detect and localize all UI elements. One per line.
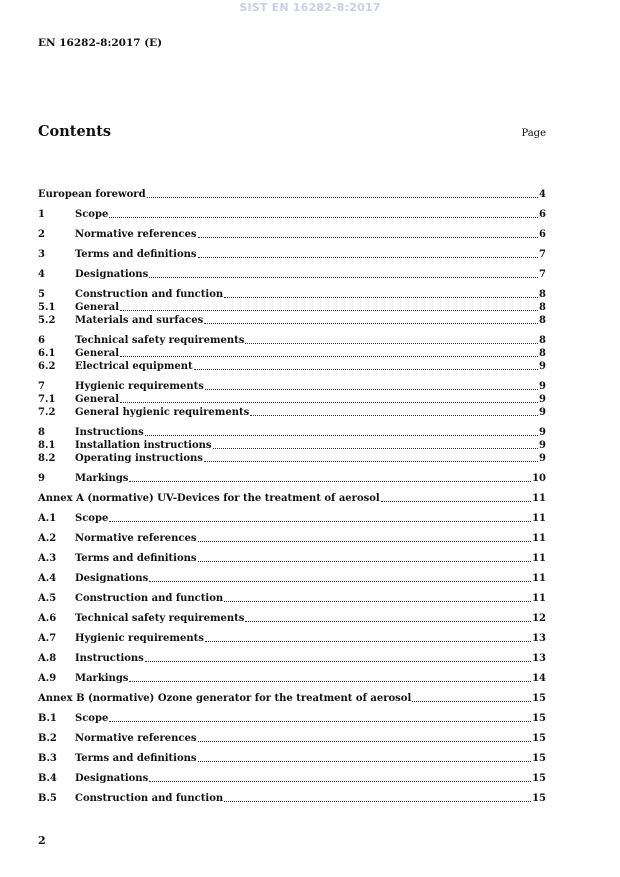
toc-dot-leader [198,541,532,542]
toc-entry-number: 7.1 [38,394,56,405]
toc-entry[interactable] [38,632,546,645]
toc-entry[interactable] [38,612,546,625]
toc-entry[interactable] [38,314,546,327]
toc-entry-page: 8 [539,348,546,359]
toc-entry-page: 6 [539,209,546,220]
toc-entry-page: 15 [532,753,546,764]
toc-entry-title: Scope [75,713,109,724]
toc-entry[interactable] [38,752,546,765]
toc-entry-title: Construction and function [75,793,224,804]
toc-entry[interactable] [38,772,546,785]
toc-dot-leader [129,481,531,482]
toc-entry[interactable] [38,228,546,241]
toc-dot-leader [120,402,538,403]
toc-entry-number: B.1 [38,713,57,724]
toc-entry[interactable] [38,248,546,261]
toc-entry[interactable] [38,334,546,347]
toc-entry-title: European foreword [38,189,146,200]
toc-entry[interactable] [38,472,546,485]
toc-entry[interactable] [38,347,546,360]
toc-dot-leader [120,310,538,311]
table-of-contents [38,188,546,805]
toc-entry[interactable] [38,532,546,545]
toc-entry-page: 15 [532,713,546,724]
toc-dot-leader [145,435,538,436]
toc-entry[interactable] [38,393,546,406]
toc-entry-number: A.9 [38,673,57,684]
toc-entry-page: 11 [532,573,546,584]
toc-dot-leader [213,448,539,449]
toc-entry-number: 8.2 [38,453,56,464]
toc-entry-page: 10 [532,473,546,484]
toc-entry-title: Scope [75,209,109,220]
toc-entry[interactable] [38,792,546,805]
page-column-label: Page [521,128,546,139]
toc-entry-page: 8 [539,302,546,313]
toc-dot-leader [109,721,531,722]
toc-entry-number: 7 [38,381,45,392]
toc-entry[interactable] [38,208,546,221]
toc-entry-number: B.3 [38,753,57,764]
toc-entry-number: A.5 [38,593,57,604]
toc-entry-number: A.6 [38,613,57,624]
toc-entry-title: Designations [75,573,149,584]
toc-dot-leader [198,741,532,742]
toc-entry-title: Designations [75,269,149,280]
toc-entry-title: General [75,348,120,359]
toc-entry-page: 4 [539,189,546,200]
toc-entry-number: 5.2 [38,315,56,326]
toc-entry[interactable] [38,552,546,565]
toc-entry-page: 9 [539,361,546,372]
toc-entry-page: 15 [532,793,546,804]
toc-entry-title: Operating instructions [75,453,203,464]
toc-entry[interactable] [38,301,546,314]
toc-entry-page: 8 [539,315,546,326]
toc-entry-page: 11 [532,493,546,504]
toc-entry-page: 11 [532,533,546,544]
toc-entry-page: 8 [539,289,546,300]
toc-entry[interactable] [38,592,546,605]
toc-entry-number: B.4 [38,773,57,784]
toc-dot-leader [149,781,531,782]
toc-entry-page: 6 [539,229,546,240]
toc-dot-leader [149,581,531,582]
toc-entry-title: Scope [75,513,109,524]
toc-entry-number: 6.1 [38,348,56,359]
toc-entry-title: Construction and function [75,289,224,300]
toc-entry-number: 5 [38,289,45,300]
toc-entry-title: Normative references [75,533,197,544]
toc-entry[interactable] [38,439,546,452]
toc-entry-number: 1 [38,209,45,220]
toc-entry-title: Hygienic requirements [75,381,204,392]
toc-dot-leader [381,501,531,502]
toc-entry-title: Normative references [75,733,197,744]
toc-entry-title: Terms and definitions [75,249,197,260]
toc-dot-leader [149,277,538,278]
toc-entry-number: 4 [38,269,45,280]
toc-entry[interactable] [38,288,546,301]
toc-entry[interactable] [38,672,546,685]
toc-entry-title: Normative references [75,229,197,240]
toc-entry-number: 8.1 [38,440,56,451]
toc-entry-page: 7 [539,249,546,260]
toc-entry[interactable] [38,406,546,419]
toc-dot-leader [109,521,531,522]
toc-dot-leader [120,356,538,357]
toc-entry-number: A.1 [38,513,57,524]
toc-entry-title: Materials and surfaces [75,315,204,326]
toc-entry[interactable] [38,492,546,505]
toc-entry-title: Annex A (normative) UV-Devices for the treatment of aerosol [38,493,380,504]
toc-entry-title: Terms and definitions [75,753,197,764]
toc-entry-title: Installation instructions [75,440,212,451]
watermark: SIST EN 16282-8:2017 [239,1,381,14]
toc-entry-title: Annex B (normative) Ozone generator for the treatment of aerosol [38,693,412,704]
toc-entry-title: Construction and function [75,593,224,604]
toc-entry-title: Technical safety requirements [75,613,245,624]
toc-dot-leader [147,197,538,198]
toc-entry-page: 9 [539,440,546,451]
toc-entry-title: Hygienic requirements [75,633,204,644]
toc-entry-page: 13 [532,653,546,664]
toc-dot-leader [245,343,538,344]
toc-entry-number: A.4 [38,573,57,584]
toc-dot-leader [198,237,539,238]
toc-entry-number: 2 [38,229,45,240]
toc-entry-page: 15 [532,733,546,744]
toc-entry[interactable] [38,512,546,525]
toc-entry[interactable] [38,360,546,373]
toc-entry-page: 15 [532,693,546,704]
toc-entry[interactable] [38,732,546,745]
toc-dot-leader [198,257,539,258]
toc-entry[interactable] [38,188,546,201]
toc-dot-leader [205,389,538,390]
toc-dot-leader [245,621,531,622]
toc-dot-leader [205,641,531,642]
toc-entry-page: 11 [532,513,546,524]
toc-entry-number: A.8 [38,653,57,664]
toc-entry-title: Instructions [75,653,144,664]
contents-heading: Contents [38,123,112,140]
toc-entry[interactable] [38,380,546,393]
toc-dot-leader [224,801,531,802]
toc-entry-page: 15 [532,773,546,784]
toc-dot-leader [250,415,538,416]
toc-entry-title: Terms and definitions [75,553,197,564]
toc-entry-title: General [75,394,120,405]
toc-entry-number: A.7 [38,633,57,644]
toc-entry-page: 8 [539,335,546,346]
toc-entry-title: Technical safety requirements [75,335,245,346]
toc-entry-number: 3 [38,249,45,260]
toc-entry-number: B.5 [38,793,57,804]
toc-entry-title: Instructions [75,427,144,438]
toc-entry-page: 11 [532,553,546,564]
toc-entry-number: B.2 [38,733,57,744]
toc-dot-leader [109,217,538,218]
toc-entry-title: General hygienic requirements [75,407,250,418]
toc-entry-number: 6.2 [38,361,56,372]
toc-dot-leader [412,701,531,702]
toc-dot-leader [198,561,532,562]
toc-entry-title: General [75,302,120,313]
toc-entry[interactable] [38,652,546,665]
toc-entry-number: 6 [38,335,45,346]
toc-dot-leader [194,369,538,370]
toc-entry[interactable] [38,572,546,585]
toc-entry-page: 9 [539,394,546,405]
toc-dot-leader [224,297,538,298]
toc-entry[interactable] [38,452,546,465]
toc-entry-title: Electrical equipment [75,361,193,372]
toc-entry-title: Markings [75,473,129,484]
toc-entry[interactable] [38,268,546,281]
toc-entry-page: 11 [532,593,546,604]
toc-dot-leader [224,601,531,602]
toc-dot-leader [145,661,531,662]
toc-entry[interactable] [38,426,546,439]
toc-dot-leader [204,323,538,324]
toc-dot-leader [198,761,532,762]
document-id: EN 16282-8:2017 (E) [38,37,163,49]
toc-dot-leader [129,681,531,682]
toc-entry-page: 12 [532,613,546,624]
toc-entry-number: A.2 [38,533,57,544]
toc-entry-number: 7.2 [38,407,56,418]
toc-entry-number: 9 [38,473,45,484]
toc-dot-leader [204,461,538,462]
page-number: 2 [38,834,46,847]
toc-entry-page: 7 [539,269,546,280]
toc-entry-title: Designations [75,773,149,784]
toc-entry[interactable] [38,692,546,705]
toc-entry-number: 5.1 [38,302,56,313]
toc-entry-number: 8 [38,427,45,438]
toc-entry-page: 13 [532,633,546,644]
toc-entry-page: 9 [539,407,546,418]
toc-entry-page: 14 [532,673,546,684]
toc-entry-page: 9 [539,427,546,438]
toc-entry[interactable] [38,712,546,725]
toc-entry-page: 9 [539,381,546,392]
toc-entry-number: A.3 [38,553,57,564]
toc-entry-page: 9 [539,453,546,464]
toc-entry-title: Markings [75,673,129,684]
